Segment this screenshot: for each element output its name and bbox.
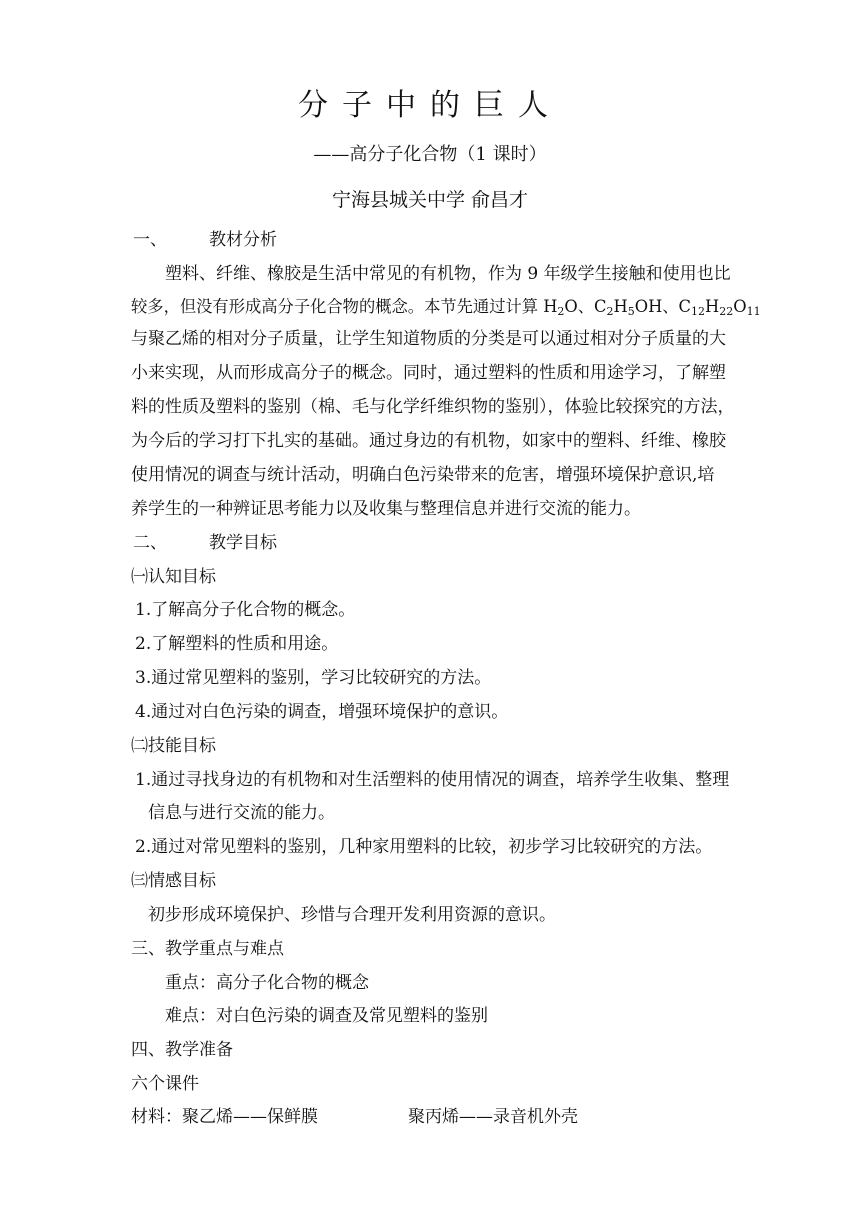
formula-water-sub: 2 [557,305,565,318]
section2-number: 二、 [133,533,167,553]
author-line: 宁海县城关中学 俞昌才 [331,189,529,211]
section1-para-line2 [131,295,761,319]
section2-heading: 教学目标 [209,533,277,553]
formula-sucrose-h: H [705,297,720,316]
formula-ethanol-h: H [613,297,628,316]
formula-ethanol-sub1: 2 [606,305,614,318]
cognitive-goal-item: 2.了解塑料的性质和用途。 [135,634,339,654]
formula-sucrose-sub1: 12 [691,305,706,318]
formula-ethanol-sub2: 5 [627,305,635,318]
cognitive-goals-label: ㈠认知目标 [131,567,216,587]
section1-para-line3: 与聚乙烯的相对分子质量，让学生知道物质的分类是可以通过相对分子质量的大 [131,329,726,349]
courseware-line: 六个课件 [131,1074,199,1094]
difficult-point: 难点：对白色污染的调查及常见塑料的鉴别 [165,1006,488,1026]
cognitive-goal-item: 4.通过对白色污染的调查，增强环境保护的意识。 [135,702,509,722]
skill-goal-item2: 2.通过对常见塑料的鉴别，几种家用塑料的比较，初步学习比较研究的方法。 [135,837,713,857]
section1-para-line8: 养学生的一种辨证思考能力以及收集与整理信息并进行交流的能力。 [131,499,641,519]
emotion-goals-label: ㈢情感目标 [131,871,216,891]
formula-sucrose-sub2: 22 [719,305,734,318]
formula-sucrose-sub3: 11 [746,305,761,318]
formula-water-tail: O、C [564,297,607,316]
section1-para-line2-text: 较多，但没有形成高分子化合物的概念。本节先通过计算 H [131,297,558,316]
section4-heading: 四、教学准备 [131,1040,233,1060]
section1-para-line5: 料的性质及塑料的鉴别（棉、毛与化学纤维织物的鉴别），体验比较探究的方法， [131,397,735,417]
skill-goals-label: ㈡技能目标 [131,736,216,756]
section1-para-line4: 小来实现，从而形成高分子的概念。同时，通过塑料的性质和用途学习，了解塑 [131,363,726,383]
section2-heading-row [133,531,277,555]
emotion-goal-text: 初步形成环境保护、珍惜与合理开发利用资源的意识。 [148,905,556,925]
section1-heading: 教材分析 [209,230,277,250]
section1-para-line7: 使用情况的调查与统计活动，明确白色污染带来的危害，增强环境保护意识,培 [131,465,715,485]
section1-heading-row [133,228,277,252]
section1-para-line1: 塑料、纤维、橡胶是生活中常见的有机物，作为 9 年级学生接触和使用也比 [165,264,731,284]
skill-goal-item1-line1: 1.通过寻找身边的有机物和对生活塑料的使用情况的调查，培养学生收集、整理 [135,770,730,790]
materials-item1: 材料：聚乙烯——保鲜膜 [131,1107,318,1127]
section1-number: 一、 [133,230,167,250]
cognitive-goal-item: 3.通过常见塑料的鉴别，学习比较研究的方法。 [135,668,492,688]
key-point: 重点：高分子化合物的概念 [165,973,369,993]
cognitive-goal-item: 1.了解高分子化合物的概念。 [135,600,356,620]
skill-goal-item1-line2: 信息与进行交流的能力。 [148,803,335,823]
formula-sucrose-o: O [733,297,747,316]
materials-item2: 聚丙烯——录音机外壳 [408,1107,578,1127]
page-subtitle: ——高分子化合物（1 课时） [313,144,547,165]
section3-heading: 三、教学重点与难点 [131,939,284,959]
page-title: 分子中的巨人 [298,88,562,123]
section1-para-line6: 为今后的学习打下扎实的基础。通过身边的有机物，如家中的塑料、纤维、橡胶 [131,431,726,451]
formula-ethanol-tail: OH、C [634,297,692,316]
